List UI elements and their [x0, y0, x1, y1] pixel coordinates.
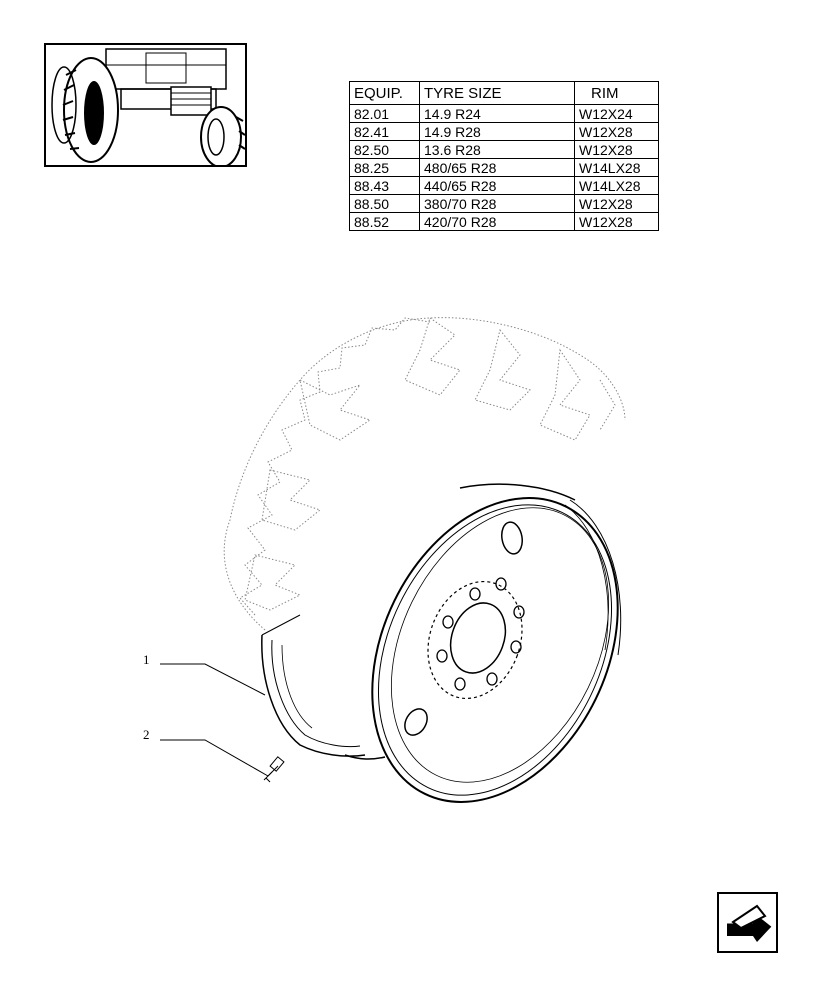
- valve-icon: [264, 757, 284, 782]
- table-row: [350, 195, 659, 213]
- tyre-outline: [224, 318, 625, 630]
- cell-tyre-size: 13.6 R28: [420, 141, 575, 159]
- cell-equip: 88.43: [350, 177, 420, 195]
- cell-equip: 88.50: [350, 195, 420, 213]
- cell-tyre-size: 440/65 R28: [420, 177, 575, 195]
- table-row: [350, 123, 659, 141]
- cell-rim: W14LX28: [575, 177, 659, 195]
- table-header-row: [350, 82, 659, 105]
- cell-equip: 82.41: [350, 123, 420, 141]
- wheel-rim-drawing: [130, 300, 650, 820]
- callout-2: 2: [143, 727, 150, 742]
- header-equip: EQUIP.: [350, 82, 420, 105]
- cell-tyre-size: 420/70 R28: [420, 213, 575, 231]
- next-page-button[interactable]: [717, 892, 778, 953]
- header-tyre-size: TYRE SIZE: [420, 82, 575, 105]
- tractor-icon: [46, 45, 245, 165]
- cell-rim: W12X28: [575, 195, 659, 213]
- cell-rim: W14LX28: [575, 159, 659, 177]
- table-row: [350, 141, 659, 159]
- cell-rim: W12X28: [575, 123, 659, 141]
- table-row: [350, 105, 659, 123]
- table-row: [350, 159, 659, 177]
- cell-rim: W12X24: [575, 105, 659, 123]
- cell-tyre-size: 14.9 R24: [420, 105, 575, 123]
- table-row: [350, 177, 659, 195]
- cell-tyre-size: 480/65 R28: [420, 159, 575, 177]
- tyre-spec-table: [349, 81, 659, 231]
- cell-equip: 82.50: [350, 141, 420, 159]
- cell-equip: 88.25: [350, 159, 420, 177]
- cell-rim: W12X28: [575, 213, 659, 231]
- cell-equip: 88.52: [350, 213, 420, 231]
- cell-equip: 82.01: [350, 105, 420, 123]
- callout-1: 1: [143, 652, 150, 667]
- cell-tyre-size: 380/70 R28: [420, 195, 575, 213]
- next-page-arrow-icon: [719, 894, 776, 951]
- cell-rim: W12X28: [575, 141, 659, 159]
- cell-tyre-size: 14.9 R28: [420, 123, 575, 141]
- table-row: [350, 213, 659, 231]
- tractor-thumbnail: [44, 43, 247, 167]
- header-rim: RIM: [575, 82, 659, 105]
